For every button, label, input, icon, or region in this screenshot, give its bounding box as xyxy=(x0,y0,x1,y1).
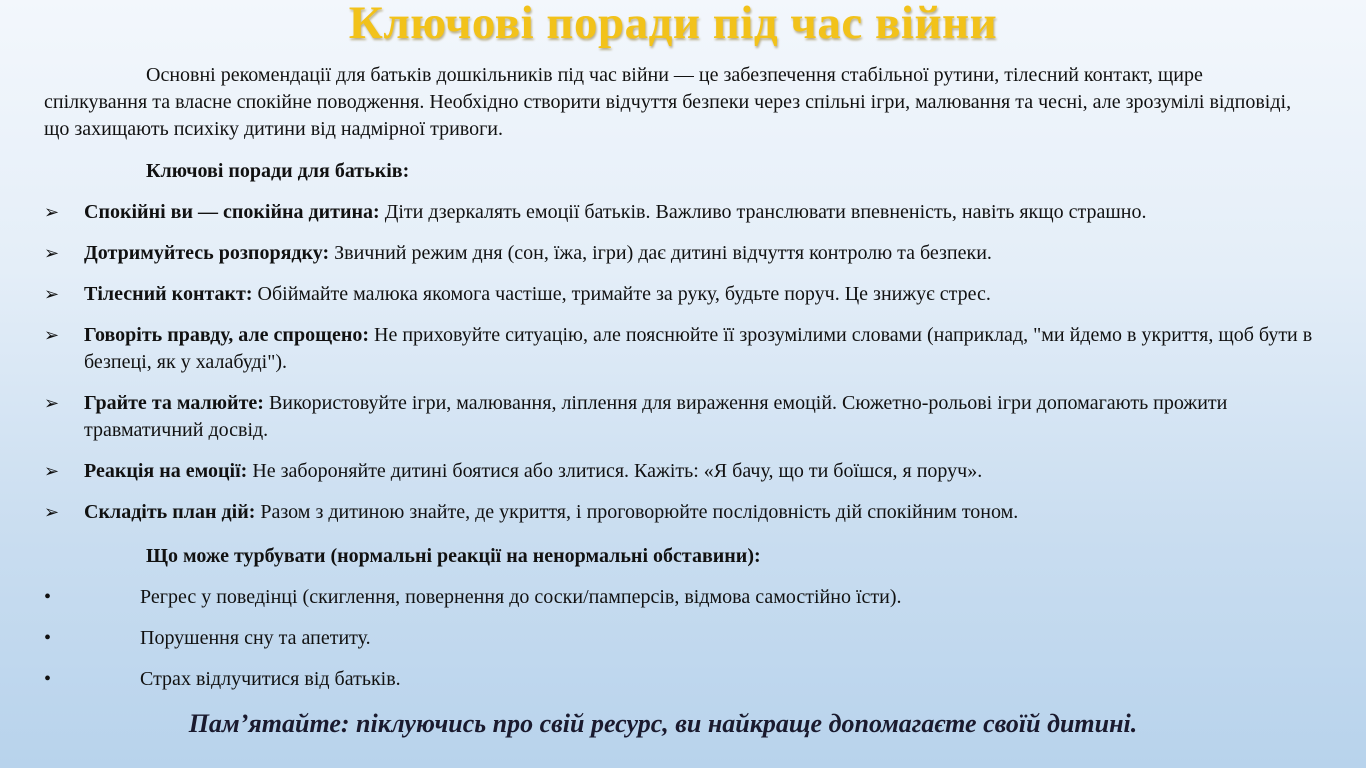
concern-item xyxy=(44,625,1244,652)
tip-text: Разом з дитиною знайте, де укриття, і проговорюйте послідовність дій спокійним тоном. xyxy=(255,501,1019,523)
concern-text: Регрес у поведінці (скиглення, повернення до соски/памперсів, відмова самостійно їсти). xyxy=(140,586,902,608)
tip-text: Використовуйте ігри, малювання, ліплення для вираження емоцій. Сюжетно-рольові ігри допомагають прожити травматичний досвід. xyxy=(84,392,1228,441)
tip-item xyxy=(44,322,1314,376)
concern-item xyxy=(44,584,1244,611)
arrow-bullet-icon: ➢ xyxy=(44,502,60,523)
tip-item xyxy=(44,199,1314,226)
concerns-list xyxy=(44,584,1244,707)
arrow-bullet-icon: ➢ xyxy=(44,243,60,264)
dot-bullet-icon: • xyxy=(44,668,52,690)
dot-bullet-icon: • xyxy=(44,627,52,649)
tip-text: Звичний режим дня (сон, їжа, ігри) дає дитині відчуття контролю та безпеки. xyxy=(329,242,992,264)
tip-text: Діти дзеркалять емоції батьків. Важливо транслювати впевненість, навіть якщо страшно. xyxy=(379,201,1147,223)
tip-label: Спокійні ви — спокійна дитина: xyxy=(84,201,380,223)
remember-note: Пам’ятайте: піклуючись про свій ресурс, ви найкраще допомагаєте своїй дитині. xyxy=(188,709,1138,738)
tip-text: Не забороняйте дитині боятися або злитися. Кажіть: «Я бачу, що ти боїшся, я поруч». xyxy=(247,460,983,482)
tip-text: Не приховуйте ситуацію, але пояснюйте її зрозумілими словами (наприклад, "ми йдемо в укриття, щоб бути в безпеці, як у халабуді"). xyxy=(84,324,1313,373)
tip-label: Дотримуйтесь розпорядку: xyxy=(84,242,330,264)
concerns-heading: Що може турбувати (нормальні реакції на ненормальні обставини): xyxy=(146,545,761,567)
tip-item xyxy=(44,499,1314,526)
intro-paragraph: Основні рекомендації для батьків дошкільників під час війни — це забезпечення стабільної рутини, тілесний контакт, щире спілкування та власне спокійне поводження. Необхідно створити відчуття безпеки через спільні ігри, малювання та чесні, але зрозумілі відповіді, що захищають психіку дитини від надмірної тривоги. xyxy=(44,64,1292,140)
arrow-bullet-icon: ➢ xyxy=(44,202,60,223)
tip-item xyxy=(44,240,1314,267)
tips-heading: Ключові поради для батьків: xyxy=(146,160,410,182)
arrow-bullet-icon: ➢ xyxy=(44,461,60,482)
concern-item xyxy=(44,666,1244,693)
arrow-bullet-icon: ➢ xyxy=(44,393,60,414)
concern-text: Порушення сну та апетиту. xyxy=(140,627,371,649)
concern-text: Страх відлучитися від батьків. xyxy=(140,668,401,690)
slide-title: Ключові поради під час війни xyxy=(348,0,998,49)
tip-item xyxy=(44,281,1314,308)
tips-list xyxy=(44,199,1314,540)
dot-bullet-icon: • xyxy=(44,586,52,608)
tip-item xyxy=(44,390,1314,444)
tip-label: Тілесний контакт: xyxy=(84,283,253,305)
arrow-bullet-icon: ➢ xyxy=(44,284,60,305)
tip-item xyxy=(44,458,1314,485)
tip-text: Обіймайте малюка якомога частіше, тримайте за руку, будьте поруч. Це знижує стрес. xyxy=(252,283,991,305)
tip-label: Грайте та малюйте: xyxy=(84,392,264,414)
tip-label: Складіть план дій: xyxy=(84,501,256,523)
arrow-bullet-icon: ➢ xyxy=(44,325,60,346)
tip-label: Реакція на емоції: xyxy=(84,460,248,482)
tip-label: Говоріть правду, але спрощено: xyxy=(84,324,370,346)
